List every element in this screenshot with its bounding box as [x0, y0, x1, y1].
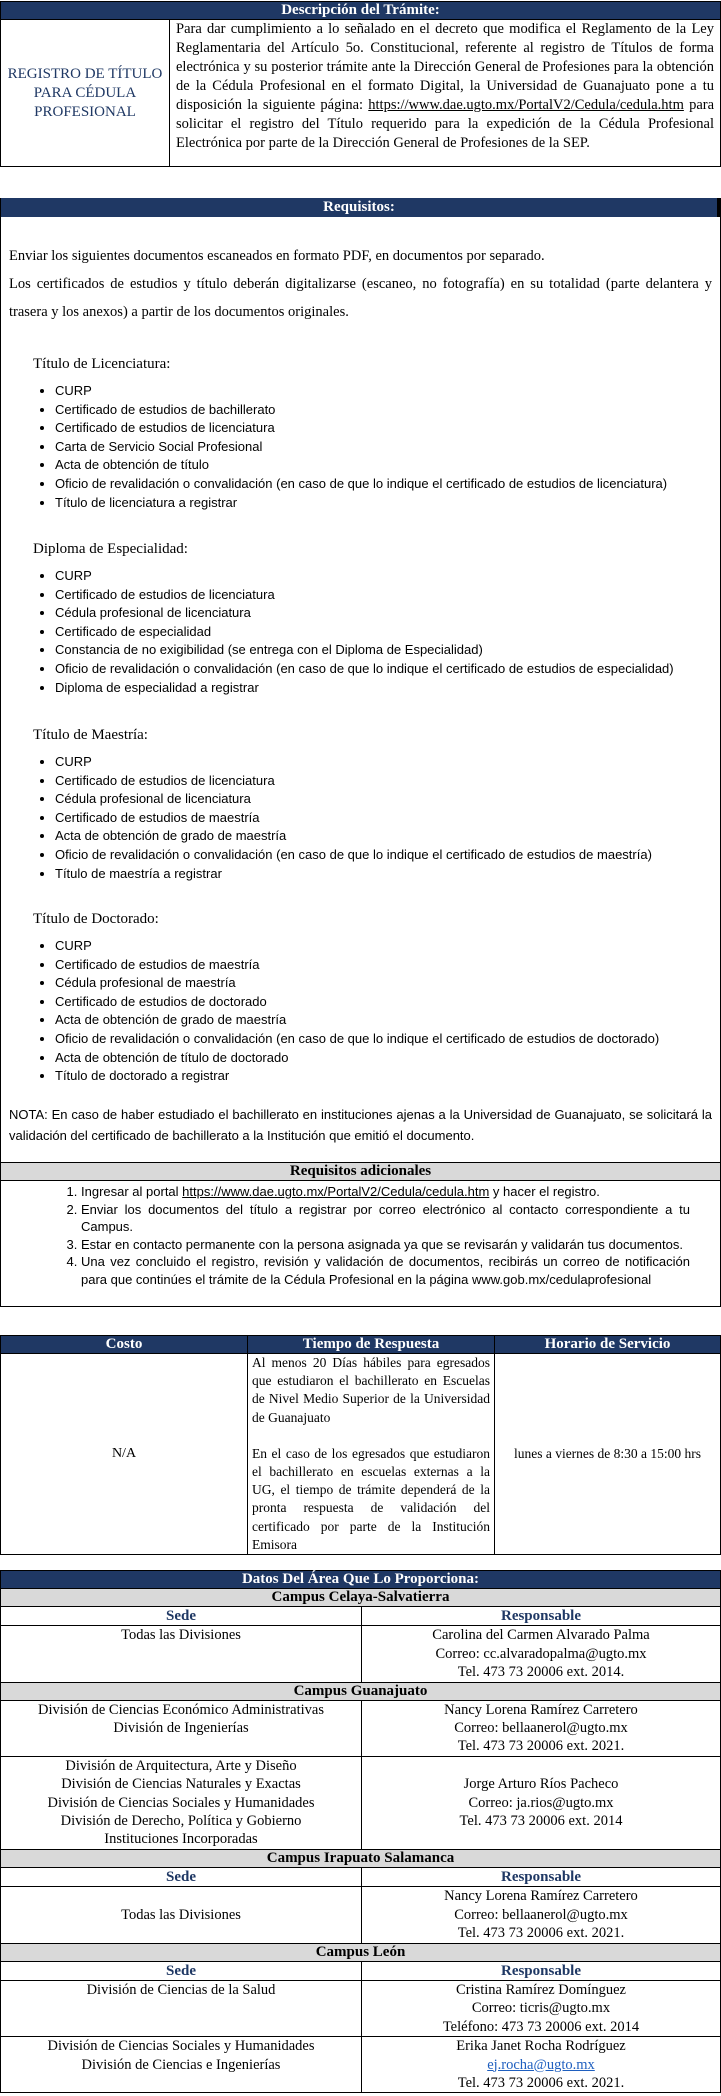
celaya-email: Correo: cc.alvaradopalma@ugto.mx	[435, 1645, 647, 1662]
celaya-sede: Todas las Divisiones	[1, 1626, 362, 1682]
group-title-licenciatura: Título de Licenciatura:	[33, 356, 171, 372]
list-item: • Oficio de revalidación o convalidación (en caso de que lo indique el certificado de estudios de maestría)	[55, 846, 652, 865]
leon-contact-2: Erika Janet Rocha Rodríguez ej.rocha@ugto.mx Tel. 473 73 20006 ext. 2021.	[362, 2037, 721, 2093]
list-item: • Acta de obtención de título de doctorado	[55, 1049, 659, 1068]
horario-header: Horario de Servicio	[495, 1336, 721, 1354]
tramite-table	[0, 1, 721, 167]
costos-table	[0, 1335, 721, 1555]
list-item: • Oficio de revalidación o convalidación (en caso de que lo indique el certificado de estudios de licenciatura)	[55, 475, 667, 494]
list-item: • Título de licenciatura a registrar	[55, 494, 667, 513]
guanajuato-contact-1: Nancy Lorena Ramírez Carretero Correo: bellaanerol@ugto.mx Tel. 473 73 20006 ext. 2021.	[362, 1700, 721, 1756]
irapuato-contact: Nancy Lorena Ramírez Carretero Correo: bellaanerol@ugto.mx Tel. 473 73 20006 ext. 2021.	[362, 1887, 721, 1943]
list-item: • Certificado de estudios de maestría	[55, 956, 659, 975]
list-item: • Oficio de revalidación o convalidación (en caso de que lo indique el certificado de estudios de especialidad)	[55, 660, 674, 679]
guanajuato-sede-1: División de Ciencias Económico Administrativas División de Ingenierías	[1, 1700, 362, 1756]
tramite-description: Para dar cumplimiento a lo señalado en el decreto que modifica el Reglamento de la Ley Reglamentaria del Artículo 5o. Constitucional, referente al registro de Títulos de forma electrónica y su posterior trámite ante la Dirección General de Profesiones para la obtención de la Cédula Profesional en el formato Digital, la Universidad de Guanajuato pone a tu disposición la siguiente página: https://www.dae.ugto.mx/PortalV2/Cedula/cedula.htm para solicitar el registro del Título requerido para la expedición de la Cédula Profesional Electrónica por parte de la Dirección General de Profesiones de la SEP.	[170, 20, 721, 167]
leon-email-link[interactable]: ej.rocha@ugto.mx	[487, 2056, 595, 2073]
requisitos-header: Requisitos:	[1, 198, 720, 217]
sede-header: Sede	[1, 1961, 362, 1980]
requisitos-section	[0, 198, 721, 1163]
tramite-header: Descripción del Trámite:	[1, 2, 721, 20]
list-item: • Cédula profesional de licenciatura	[55, 790, 652, 809]
leon-sede-2: División de Ciencias Sociales y Humanidades División de Ciencias e Ingenierías	[1, 2037, 362, 2093]
sede-header: Sede	[1, 1867, 362, 1886]
list-item: • Título de doctorado a registrar	[55, 1067, 659, 1086]
list-item: • Diploma de especialidad a registrar	[55, 679, 674, 698]
leon-contact-1: Cristina Ramírez Domínguez Correo: ticris@ugto.mx Teléfono: 473 73 20006 ext. 2014	[362, 1980, 721, 2036]
cedula-portal-link[interactable]: https://www.dae.ugto.mx/PortalV2/Cedula/cedula.htm	[368, 97, 684, 113]
irapuato-sede: Todas las Divisiones	[1, 1887, 362, 1943]
tramite-title: REGISTRO DE TÍTULO PARA CÉDULA PROFESIONAL	[1, 20, 170, 167]
list-item: 4. Una vez concluido el registro, revisión y validación de documentos, recibirás un correo de notificación para que continúes el trámite de la Cédula Profesional en la página www.gob.mx/cedulaprofesional	[81, 1253, 720, 1288]
list-item: • Carta de Servicio Social Profesional	[55, 438, 667, 457]
list-item: • Cédula profesional de maestría	[55, 974, 659, 993]
adicionales-header: Requisitos adicionales	[1, 1163, 720, 1181]
adicionales-list	[1, 1183, 720, 1288]
costo-value: N/A	[1, 1354, 248, 1555]
requisitos-intro: Enviar los siguientes documentos escaneados en formato PDF, en documentos por separado. Los certificados de estudios y título deberán digitalizarse (escaneo, no fotografía) en su totalidad (parte delantera y trasera y los anexos) a partir de los documentos originales.	[9, 248, 712, 320]
list-item: • Certificado de estudios de licenciatura	[55, 772, 652, 791]
group-title-doctorado: Título de Doctorado:	[33, 911, 159, 927]
list-item: • CURP	[55, 382, 667, 401]
list-item: • CURP	[55, 567, 674, 586]
list-item: • Certificado de estudios de licenciatura	[55, 586, 674, 605]
list-licenciatura	[1, 382, 667, 512]
list-especialidad	[1, 567, 674, 697]
area-table	[0, 1570, 721, 2093]
list-item: • Acta de obtención de título	[55, 456, 667, 475]
tiempo-header: Tiempo de Respuesta	[248, 1336, 495, 1354]
list-item: • CURP	[55, 937, 659, 956]
area-header: Datos Del Área Que Lo Proporciona:	[1, 1571, 721, 1589]
list-item: 3. Estar en contacto permanente con la persona asignada ya que se revisarán y validarán tus documentos.	[81, 1236, 720, 1254]
list-item: • Cédula profesional de licenciatura	[55, 604, 674, 623]
list-item: • Constancia de no exigibilidad (se entrega con el Diploma de Especialidad)	[55, 641, 674, 660]
list-item: • Acta de obtención de grado de maestría	[55, 1011, 659, 1030]
list-item: • Oficio de revalidación o convalidación (en caso de que lo indique el certificado de estudios de doctorado)	[55, 1030, 659, 1049]
list-item: • Certificado de estudios de bachillerato	[55, 401, 667, 420]
list-item: • Acta de obtención de grado de maestría	[55, 827, 652, 846]
list-maestria	[1, 753, 652, 883]
group-title-especialidad: Diploma de Especialidad:	[33, 541, 188, 557]
guanajuato-contact-2: Jorge Arturo Ríos Pacheco Correo: ja.rios@ugto.mx Tel. 473 73 20006 ext. 2014	[362, 1756, 721, 1849]
responsable-header: Responsable	[362, 1867, 721, 1886]
list-item: • Título de maestría a registrar	[55, 865, 652, 884]
list-item: • Certificado de estudios de doctorado	[55, 993, 659, 1012]
campus-celaya: Campus Celaya-Salvatierra	[1, 1589, 721, 1607]
campus-irapuato: Campus Irapuato Salamanca	[1, 1849, 721, 1867]
list-doctorado	[1, 937, 659, 1086]
leon-sede-1: División de Ciencias de la Salud	[1, 1980, 362, 2036]
campus-guanajuato: Campus Guanajuato	[1, 1682, 721, 1700]
list-item: • Certificado de estudios de licenciatura	[55, 419, 667, 438]
responsable-header: Responsable	[362, 1607, 721, 1626]
sede-header: Sede	[1, 1607, 362, 1626]
list-item: • CURP	[55, 753, 652, 772]
horario-value: lunes a viernes de 8:30 a 15:00 hrs	[495, 1354, 721, 1555]
list-item: 2. Enviar los documentos del título a registrar por correo electrónico al contacto correspondiente a tu Campus.	[81, 1201, 720, 1236]
list-item: • Certificado de especialidad	[55, 623, 674, 642]
celaya-contact: Carolina del Carmen Alvarado Palma Correo: cc.alvaradopalma@ugto.mx Tel. 473 73 20006 ext. 2014.	[362, 1626, 721, 1682]
responsable-header: Responsable	[362, 1961, 721, 1980]
list-item: 1. Ingresar al portal https://www.dae.ugto.mx/PortalV2/Cedula/cedula.htm y hacer el registro.	[81, 1183, 720, 1201]
group-title-maestria: Título de Maestría:	[33, 727, 148, 743]
list-item: • Certificado de estudios de maestría	[55, 809, 652, 828]
nota-text: NOTA: En caso de haber estudiado el bachillerato en instituciones ajenas a la Universidad de Guanajuato, se solicitará la validación del certificado de bachillerato a la Institución que emitió el documento.	[9, 1107, 712, 1143]
tiempo-value: Al menos 20 Días hábiles para egresados que estudiaron el bachillerato en Escuelas de Nivel Medio Superior de la Universidad de Guanajuato En el caso de los egresados que estudiaron el bachillerato en escuelas externas a la UG, el tiempo de trámite dependerá de la pronta respuesta de validación del certificado por parte de la Institución Emisora	[248, 1354, 495, 1555]
registro-portal-link[interactable]: https://www.dae.ugto.mx/PortalV2/Cedula/cedula.htm	[182, 1184, 490, 1199]
guanajuato-sede-2: División de Arquitectura, Arte y Diseño División de Ciencias Naturales y Exactas División de Ciencias Sociales y Humanidades División de Derecho, Política y Gobierno Instituciones Incorporadas	[1, 1756, 362, 1849]
costo-header: Costo	[1, 1336, 248, 1354]
campus-leon: Campus León	[1, 1943, 721, 1961]
adicionales-section	[0, 1162, 721, 1307]
